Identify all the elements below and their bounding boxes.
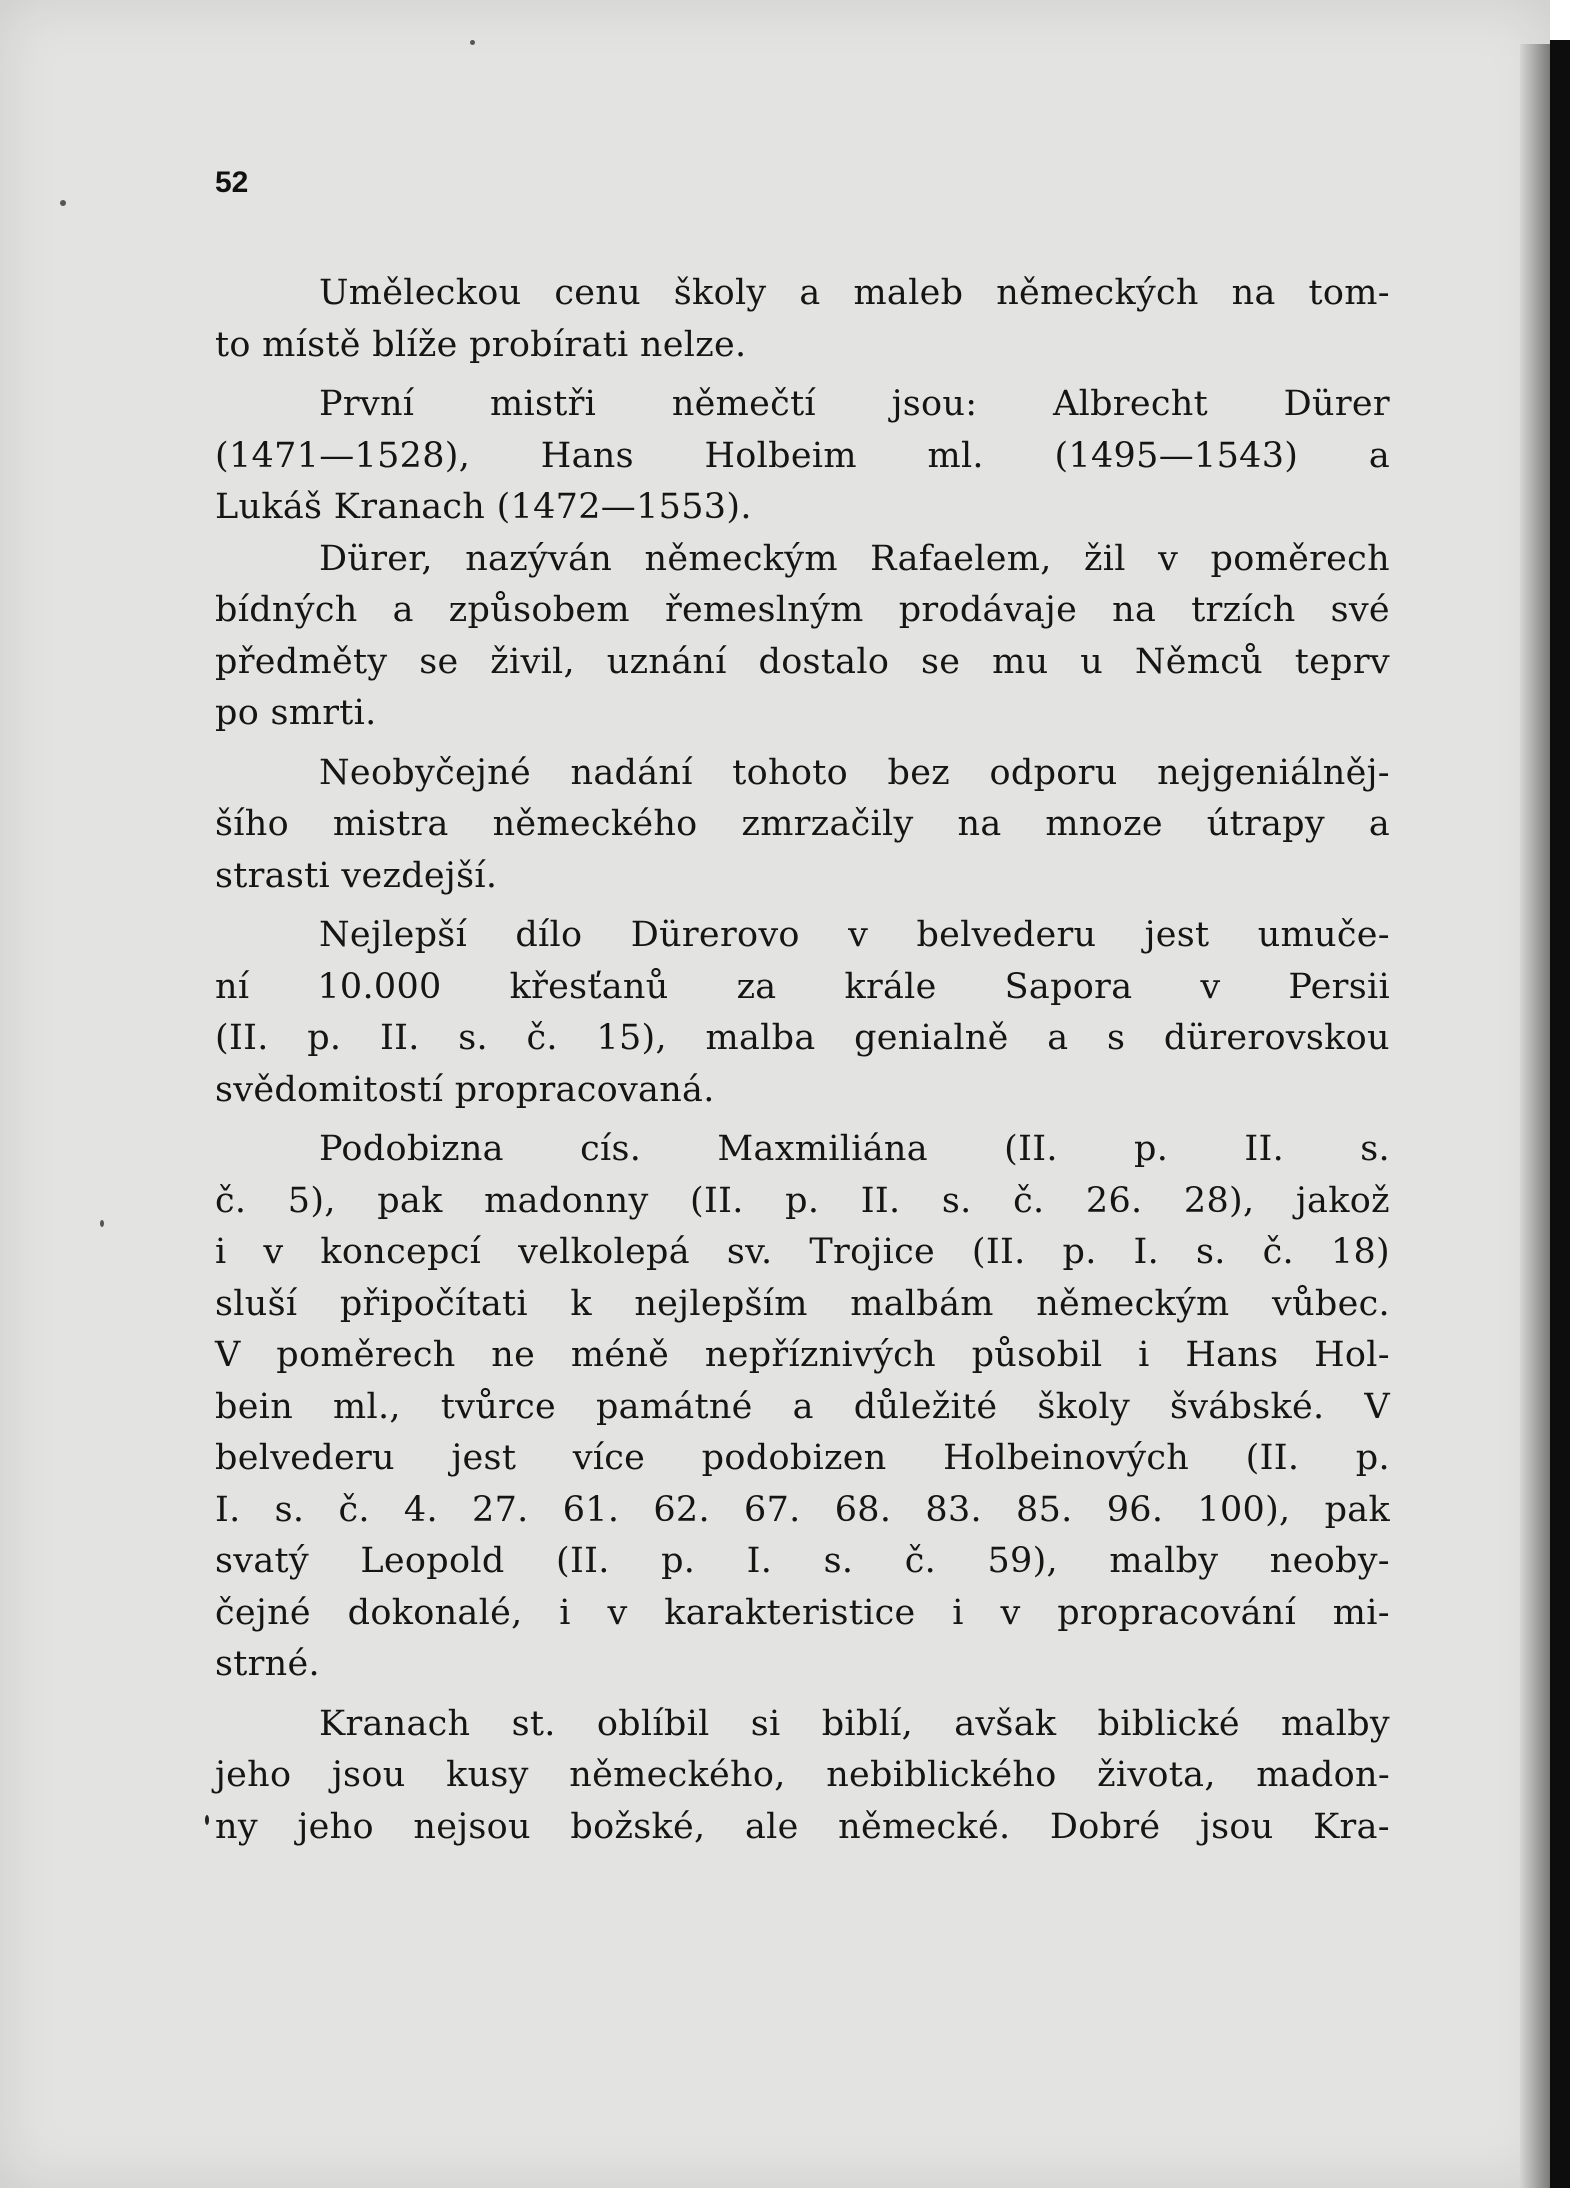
word: jeho xyxy=(297,1806,374,1847)
word: i xyxy=(1138,1335,1150,1375)
word: nazýván xyxy=(465,538,613,579)
word: Trojice xyxy=(809,1232,935,1272)
word: Dürer xyxy=(1283,384,1390,424)
word: 96. xyxy=(1106,1489,1164,1530)
word: školy xyxy=(673,273,767,313)
word: prodávaje xyxy=(898,590,1078,630)
word: živil, xyxy=(490,641,575,682)
word: p. xyxy=(785,1180,820,1221)
word: způsobem xyxy=(448,590,630,630)
word: V xyxy=(1364,1386,1390,1427)
word: II. xyxy=(379,1018,420,1058)
page-edge-shadow xyxy=(1520,44,1550,2188)
word: jest xyxy=(451,1438,517,1478)
text-line: strné. xyxy=(215,1644,320,1684)
word: 62. xyxy=(653,1489,710,1530)
word: První xyxy=(319,384,415,424)
word: 10.000 xyxy=(317,966,442,1007)
word: č. xyxy=(1013,1180,1045,1221)
word: 85. xyxy=(1016,1489,1073,1530)
text-line: to místě blíže probírati nelze. xyxy=(215,324,747,365)
word: sv. xyxy=(726,1232,773,1272)
word: k xyxy=(570,1283,592,1324)
word: 18) xyxy=(1330,1232,1390,1272)
word: i xyxy=(215,1232,227,1272)
word: a xyxy=(1368,435,1390,476)
word: německé. xyxy=(838,1806,1011,1847)
text-line xyxy=(215,1485,1390,1537)
word: i xyxy=(952,1592,964,1633)
word: 4. xyxy=(403,1489,438,1530)
text-line xyxy=(215,431,1390,483)
word: dürerovskou xyxy=(1163,1018,1390,1058)
word: na xyxy=(1231,273,1276,313)
word: Hans xyxy=(540,435,634,476)
word: 26. xyxy=(1085,1180,1143,1221)
word: dokonalé, xyxy=(347,1592,523,1633)
word: německého xyxy=(492,804,698,844)
word: madon- xyxy=(1256,1755,1390,1795)
word: avšak xyxy=(954,1703,1057,1744)
word: cís. xyxy=(580,1129,642,1169)
text-line xyxy=(215,1176,1390,1228)
word: a xyxy=(392,590,414,630)
word: malbám xyxy=(850,1283,994,1324)
word: více xyxy=(572,1438,646,1478)
word: propracování xyxy=(1057,1592,1297,1633)
word: p. xyxy=(1355,1438,1390,1478)
word: teprv xyxy=(1294,641,1390,682)
word: nepříznivých xyxy=(704,1335,936,1375)
word: (II. xyxy=(1004,1129,1058,1169)
word: s. xyxy=(1360,1129,1390,1169)
word: s. xyxy=(823,1541,854,1581)
word: dostalo xyxy=(758,641,890,682)
word: v xyxy=(1000,1592,1021,1633)
word: s xyxy=(1107,1018,1126,1058)
word: pak xyxy=(377,1180,443,1221)
word: školy xyxy=(1037,1386,1131,1427)
word: 67. xyxy=(744,1489,801,1530)
word: p. xyxy=(307,1018,342,1058)
word: p. xyxy=(1062,1232,1097,1272)
word: nejlepším xyxy=(634,1283,808,1324)
word: p. xyxy=(1134,1129,1169,1169)
word: bez xyxy=(887,752,950,793)
word: 100), xyxy=(1197,1489,1291,1530)
word: pak xyxy=(1324,1489,1390,1530)
word: č. xyxy=(526,1018,558,1058)
word: malby xyxy=(1109,1541,1219,1581)
word: II. xyxy=(1244,1129,1285,1169)
word: Maxmiliána xyxy=(717,1129,928,1169)
word: nejsou xyxy=(413,1806,531,1847)
word: ny xyxy=(215,1806,258,1847)
word: řemeslným xyxy=(664,590,864,630)
word: Hol- xyxy=(1314,1335,1390,1375)
word: života, xyxy=(1097,1755,1216,1795)
word: si xyxy=(750,1703,781,1744)
word: s. xyxy=(941,1180,972,1221)
word: madonny xyxy=(484,1180,649,1221)
word: jest xyxy=(1144,915,1210,955)
text-line xyxy=(215,799,1390,851)
text-line xyxy=(215,268,1390,320)
text-line xyxy=(215,534,1390,586)
word: č. xyxy=(338,1489,370,1530)
paper-speck xyxy=(100,1220,104,1227)
word: I. xyxy=(1133,1232,1160,1272)
word: koncepcí xyxy=(320,1232,482,1272)
word: se xyxy=(419,641,459,682)
word: ní xyxy=(215,966,250,1007)
word: 68. xyxy=(834,1489,892,1530)
word: genialně xyxy=(854,1018,1009,1058)
word: a xyxy=(792,1386,814,1427)
word: Persii xyxy=(1288,966,1390,1007)
word: cenu xyxy=(554,273,641,313)
text-line xyxy=(215,1124,1390,1176)
word: 28), xyxy=(1183,1180,1255,1221)
word: Holbeim xyxy=(704,435,857,476)
word: ml. xyxy=(927,435,984,476)
word: méně xyxy=(570,1335,670,1375)
word: německých xyxy=(996,273,1199,313)
word: ml., xyxy=(333,1386,401,1427)
paper-speck xyxy=(60,200,66,206)
word: švábské. xyxy=(1170,1386,1325,1427)
word: velkolepá xyxy=(518,1232,690,1272)
paper-speck xyxy=(205,1815,209,1825)
word: poměrech xyxy=(276,1335,456,1375)
word: zmrzačily xyxy=(741,804,914,844)
word: 15), xyxy=(596,1018,667,1058)
word: šího xyxy=(215,804,289,844)
word: (II. xyxy=(690,1180,744,1221)
word: mistři xyxy=(489,384,597,424)
word: mnoze xyxy=(1045,804,1163,844)
word: uznání xyxy=(606,641,727,682)
text-line: strasti vezdejší. xyxy=(215,855,498,896)
word: (1495—1543) xyxy=(1054,435,1299,476)
word: se xyxy=(921,641,961,682)
word: důležité xyxy=(853,1386,998,1427)
word: 5), xyxy=(287,1180,336,1221)
text-line xyxy=(215,962,1390,1014)
word: podobizen xyxy=(701,1438,887,1478)
word: a xyxy=(1047,1018,1069,1058)
word: Němců xyxy=(1134,641,1263,682)
word: V xyxy=(215,1335,241,1375)
word: č. xyxy=(1262,1232,1294,1272)
word: (II. xyxy=(1245,1438,1300,1478)
word: na xyxy=(957,804,1002,844)
binding-edge xyxy=(1550,40,1570,2188)
word: sluší xyxy=(215,1283,298,1324)
text-line xyxy=(215,585,1390,637)
word: v xyxy=(1158,538,1179,579)
word: Rafaelem, xyxy=(870,538,1052,579)
word: biblí, xyxy=(821,1703,914,1744)
word: jeho xyxy=(215,1755,292,1795)
word: 27. xyxy=(472,1489,529,1530)
word: Podobizna xyxy=(319,1129,504,1169)
word: II. xyxy=(860,1180,901,1221)
text-line xyxy=(215,1330,1390,1382)
word: Nejlepší xyxy=(319,915,468,955)
word: 83. xyxy=(925,1489,982,1530)
word: maleb xyxy=(853,273,964,313)
word: karakteristice xyxy=(664,1592,916,1633)
word: č. xyxy=(904,1541,937,1581)
text-line xyxy=(215,1588,1390,1640)
word: jsou xyxy=(1199,1806,1274,1847)
word: krále xyxy=(844,966,937,1007)
word: (II. xyxy=(556,1541,610,1581)
text-line xyxy=(215,1227,1390,1279)
text-line xyxy=(215,1279,1390,1331)
word: I. xyxy=(746,1541,773,1581)
word: Sapora xyxy=(1004,966,1133,1007)
word: božské, xyxy=(570,1806,706,1847)
word: své xyxy=(1330,590,1390,630)
word: p. xyxy=(661,1541,696,1581)
word: 59), xyxy=(987,1541,1058,1581)
text-line xyxy=(215,379,1390,431)
word: němečtí xyxy=(671,384,816,424)
word: připočítati xyxy=(339,1283,528,1324)
text-line xyxy=(215,1013,1390,1065)
word: neoby- xyxy=(1269,1541,1390,1581)
word: v xyxy=(1200,966,1221,1007)
word: mu xyxy=(992,641,1049,682)
text-line: po smrti. xyxy=(215,693,377,733)
word: Leopold xyxy=(360,1541,505,1581)
word: I. xyxy=(215,1489,241,1530)
word: s. xyxy=(274,1489,305,1530)
word: poměrech xyxy=(1210,538,1390,579)
word: útrapy xyxy=(1206,804,1325,844)
word: na xyxy=(1112,590,1157,630)
word: tvůrce xyxy=(440,1386,557,1427)
word: nebiblického xyxy=(826,1755,1057,1795)
text-line xyxy=(215,1699,1390,1751)
word: v xyxy=(607,1592,628,1633)
word: Uměleckou xyxy=(319,273,522,313)
word: č. xyxy=(215,1180,247,1221)
word: jakož xyxy=(1295,1180,1390,1221)
word: žil xyxy=(1084,538,1126,579)
word: dílo xyxy=(515,915,583,955)
body-text xyxy=(215,268,1390,1853)
word: křesťanů xyxy=(509,966,669,1007)
word: v xyxy=(848,915,869,955)
word: s. xyxy=(1196,1232,1226,1272)
text-line xyxy=(215,1750,1390,1802)
word: vůbec. xyxy=(1272,1283,1390,1324)
text-line xyxy=(215,637,1390,689)
text-line xyxy=(215,1802,1390,1854)
word: čejné xyxy=(215,1592,311,1633)
word: i xyxy=(559,1592,571,1633)
text-line: svědomitostí propracovaná. xyxy=(215,1069,715,1110)
word: v xyxy=(263,1232,284,1272)
word: belvederu xyxy=(916,915,1097,955)
word: malba xyxy=(705,1018,816,1058)
word: s. xyxy=(458,1018,488,1058)
word: Neobyčejné xyxy=(319,752,532,793)
word: tom- xyxy=(1308,273,1390,313)
word: biblické xyxy=(1097,1703,1240,1744)
word: (1471—1528), xyxy=(215,435,471,476)
word: Holbeinových xyxy=(943,1438,1190,1478)
word: za xyxy=(736,966,777,1007)
word: kusy xyxy=(446,1755,529,1795)
word: tohoto xyxy=(732,752,848,793)
word: belvederu xyxy=(215,1438,395,1478)
word: svatý xyxy=(215,1541,309,1581)
word: ne xyxy=(491,1335,536,1375)
word: bídných xyxy=(215,590,358,630)
word: st. xyxy=(511,1703,556,1744)
word: a xyxy=(799,273,821,313)
text-line xyxy=(215,1382,1390,1434)
word: bein xyxy=(215,1386,294,1427)
word: malby xyxy=(1281,1703,1390,1744)
word: památné xyxy=(595,1386,753,1427)
word: Hans xyxy=(1185,1335,1279,1375)
word: jsou xyxy=(331,1755,406,1795)
word: působil xyxy=(971,1335,1103,1375)
word: německým xyxy=(644,538,838,579)
word: odporu xyxy=(989,752,1118,793)
word: (II. xyxy=(971,1232,1026,1272)
word: Kranach xyxy=(319,1703,471,1744)
word: oblíbil xyxy=(596,1703,710,1744)
word: jsou: xyxy=(891,384,978,424)
text-line xyxy=(215,910,1390,962)
word: Dürer, xyxy=(319,538,433,579)
word: Kra- xyxy=(1313,1806,1390,1847)
word: nejgeniálněj- xyxy=(1157,752,1390,793)
word: a xyxy=(1368,804,1390,844)
word: Albrecht xyxy=(1053,384,1208,424)
page-number: 52 xyxy=(215,166,249,199)
word: umuče- xyxy=(1257,915,1390,955)
word: 61. xyxy=(562,1489,620,1530)
word: ale xyxy=(744,1806,799,1847)
text-line xyxy=(215,1433,1390,1485)
word: mistra xyxy=(332,804,449,844)
word: Dürerovo xyxy=(630,915,800,955)
text-line: Lukáš Kranach (1472—1553). xyxy=(215,487,752,527)
word: německým xyxy=(1036,1283,1230,1324)
word: Dobré xyxy=(1049,1806,1161,1847)
word: trzích xyxy=(1191,590,1296,630)
text-line xyxy=(215,1536,1390,1588)
text-line xyxy=(215,748,1390,800)
word: nadání xyxy=(570,752,693,793)
word: (II. xyxy=(215,1018,269,1058)
word: mi- xyxy=(1332,1592,1390,1633)
word: předměty xyxy=(215,641,388,682)
word: německého, xyxy=(569,1755,786,1795)
paper-speck xyxy=(470,40,475,45)
word: u xyxy=(1080,641,1104,682)
